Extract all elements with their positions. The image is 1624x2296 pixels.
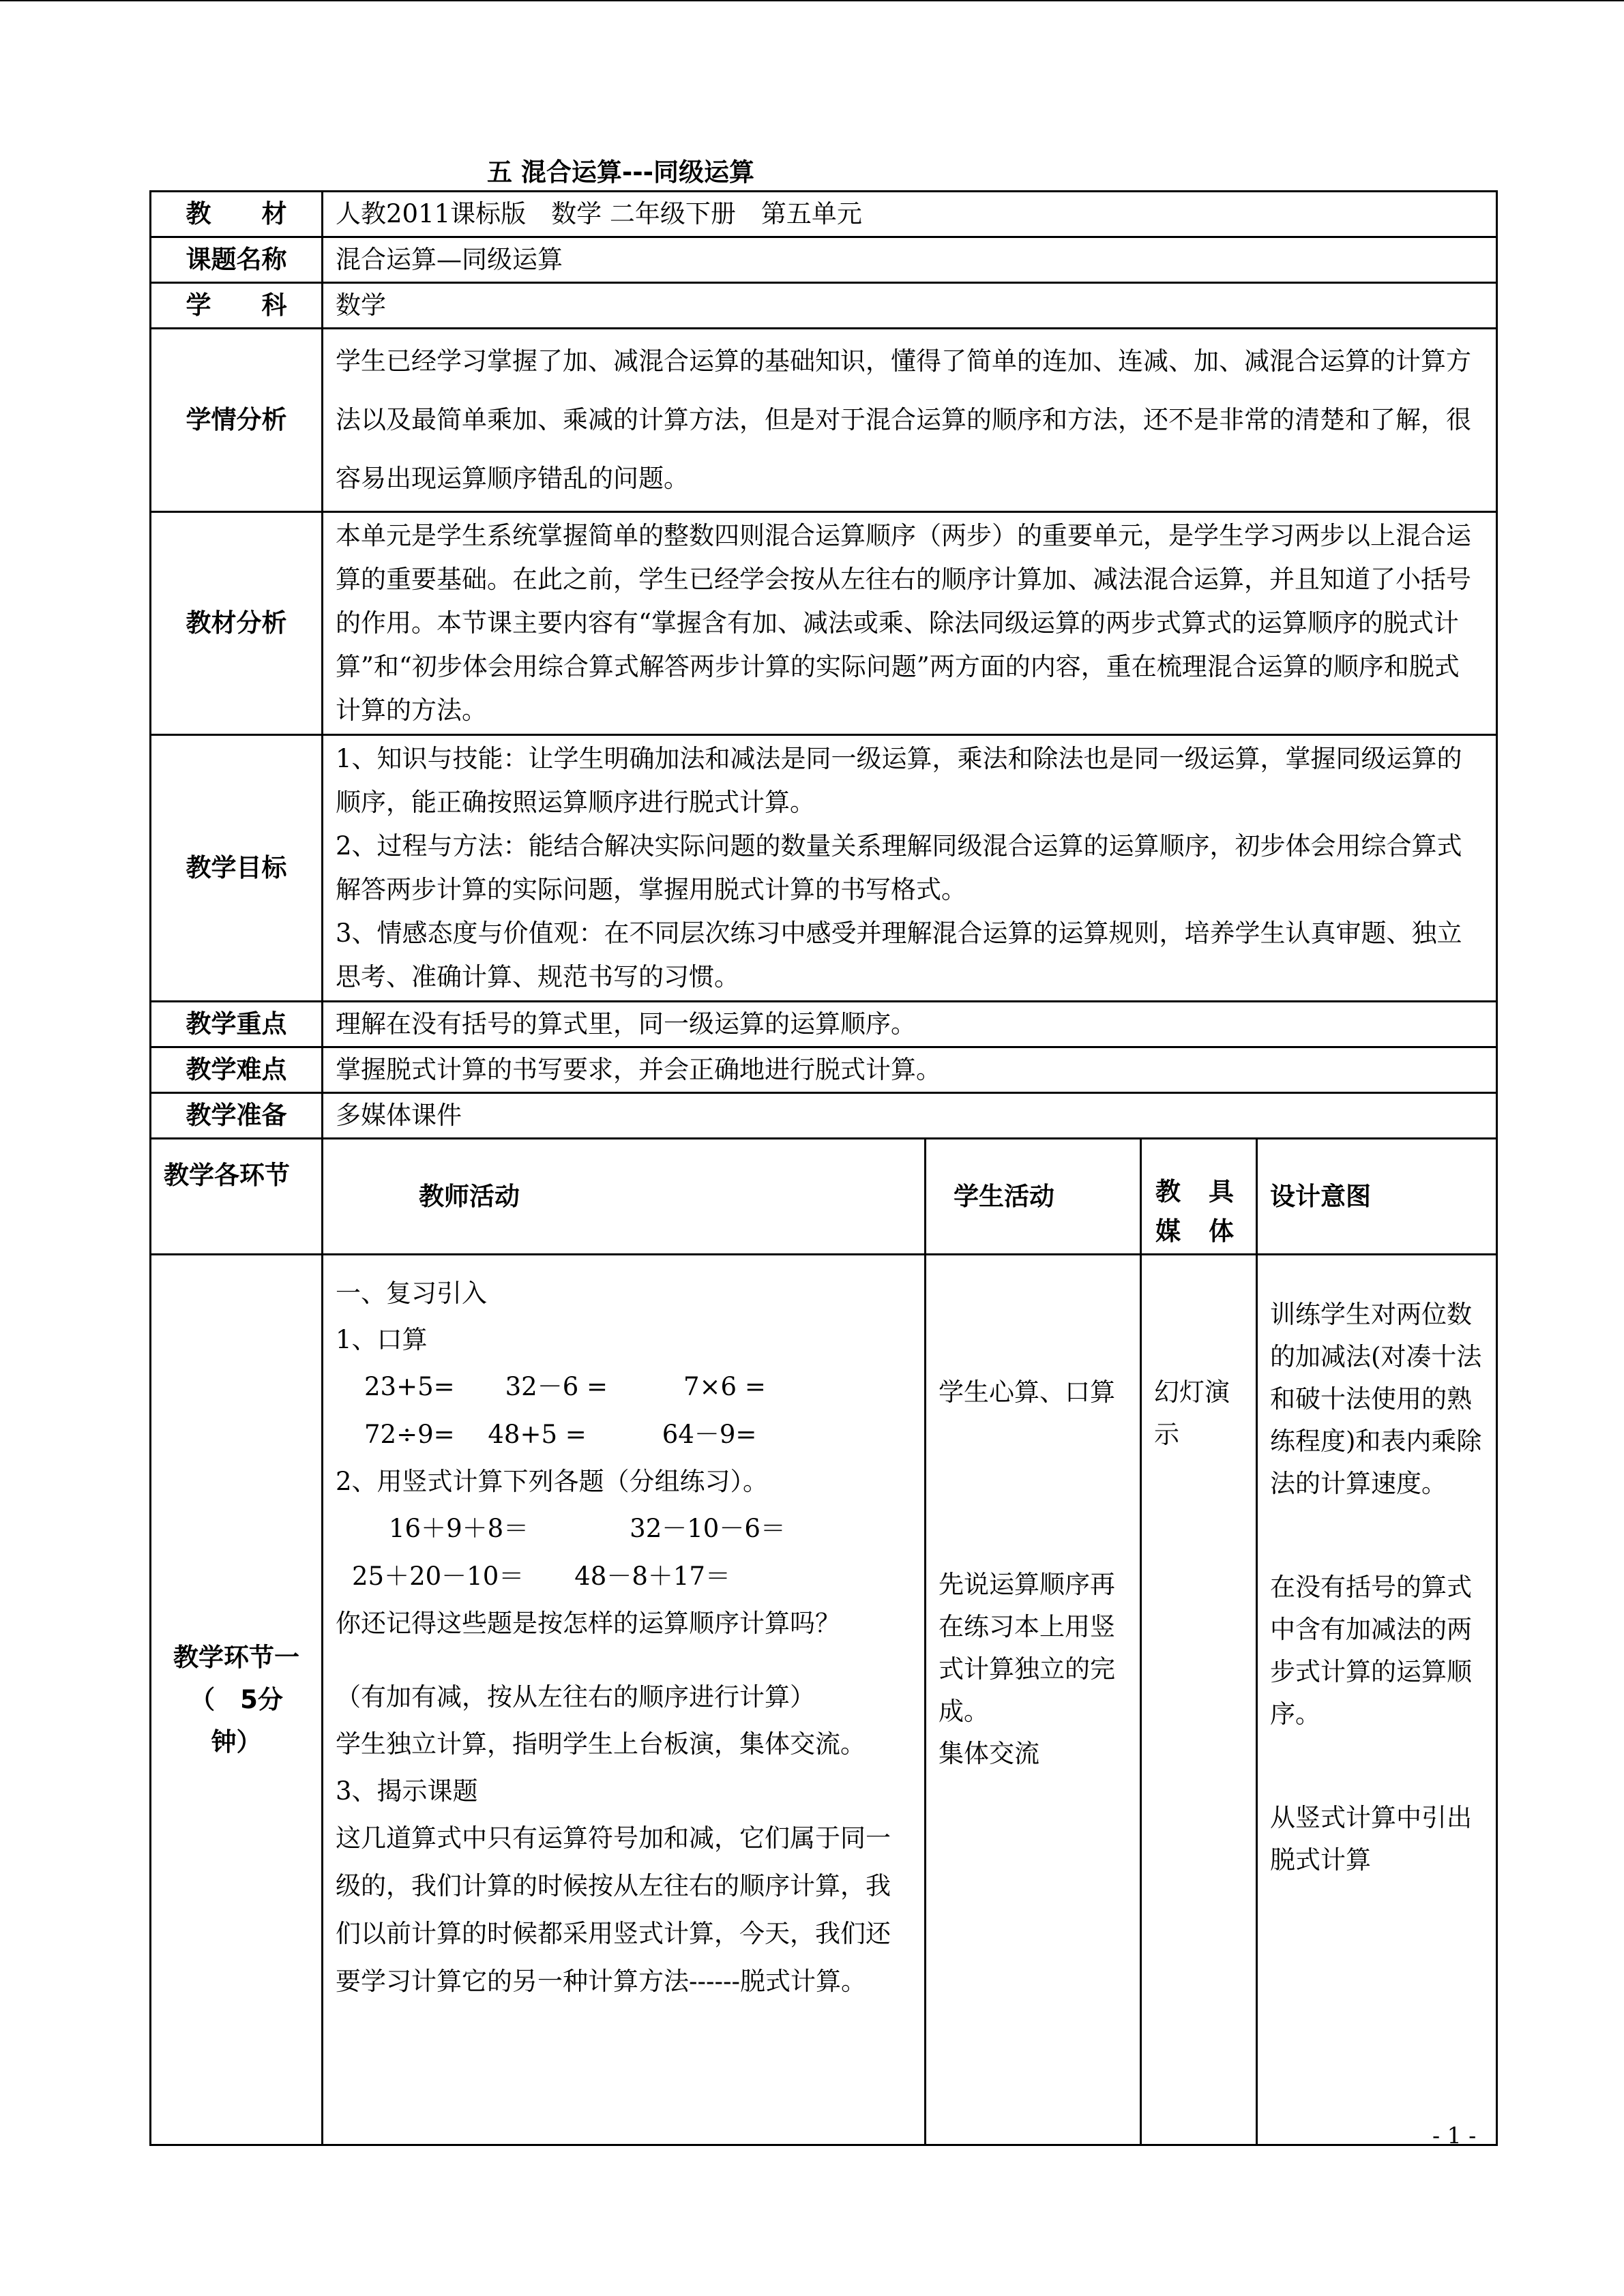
oral-title: 1、口算 — [336, 1325, 428, 1354]
row-material-analysis — [151, 512, 1497, 735]
value-preparation: 多媒体课件 — [323, 1093, 1497, 1139]
header-media: 教 具媒 体 — [1141, 1139, 1257, 1255]
label-preparation: 教学准备 — [151, 1093, 323, 1139]
value-topic: 混合运算—同级运算 — [323, 237, 1497, 283]
label-textbook: 教 材 — [151, 192, 323, 237]
header-student: 学生活动 — [926, 1139, 1141, 1255]
section1-teacher-activity — [323, 1255, 926, 2145]
teacher-heading: 一、复习引入 — [336, 1279, 487, 1308]
reveal-text: 这几道算式中只有运算符号加和减，它们属于同一级的，我们计算的时候按从左往右的顺序计算，我们以前计算的时候都采用竖式计算，今天，我们还要学习计算它的另一种计算方法------脱式计算。 — [336, 1823, 891, 1996]
row-section-1 — [151, 1255, 1497, 2145]
value-subject: 数学 — [323, 283, 1497, 329]
review-question: 你还记得这些题是按怎样的运算顺序计算吗？ — [336, 1609, 840, 1638]
design-intent-b: 在没有括号的算式中含有加减法的两步式计算的运算顺序。 — [1270, 1572, 1472, 1729]
section1-stage: 教学环节一（ 5分钟） — [151, 1255, 323, 2145]
header-design: 设计意图 — [1257, 1139, 1497, 1255]
row-topic — [151, 237, 1497, 283]
review-process: 学生独立计算，指明学生上台板演，集体交流。 — [336, 1729, 866, 1759]
oral-row-2: 72÷9= 48+5 = 64－9= — [364, 1420, 757, 1449]
value-difficulty: 掌握脱式计算的书写要求，并会正确地进行脱式计算。 — [323, 1047, 1497, 1093]
row-preparation — [151, 1093, 1497, 1139]
media-text: 幻灯演示 — [1154, 1377, 1230, 1449]
student-activity-b: 先说运算顺序再在练习本上用竖式计算独立的完成。 — [939, 1570, 1115, 1726]
vertical-row-1: 16＋9＋8＝ 32－10－6＝ — [389, 1514, 786, 1543]
objective-item: 2、过程与方法：能结合解决实际问题的数量关系理解同级混合运算的运算顺序，初步体会用综合算式解答两步计算的实际问题，掌握用脱式计算的书写格式。 — [336, 831, 1462, 904]
row-subject — [151, 283, 1497, 329]
row-objectives — [151, 735, 1497, 1002]
review-answer: （有加有减，按从左往右的顺序进行计算） — [336, 1682, 815, 1712]
label-objectives: 教学目标 — [151, 735, 323, 1002]
reveal-title: 3、揭示课题 — [336, 1776, 478, 1806]
design-intent-a: 训练学生对两位数的加减法(对凑十法和破十法使用的熟练程度)和表内乘除法的计算速度。 — [1270, 1300, 1482, 1498]
row-learner-analysis — [151, 329, 1497, 512]
row-difficulty — [151, 1047, 1497, 1093]
header-stage: 教学各环节 — [151, 1139, 323, 1255]
label-learner-analysis: 学情分析 — [151, 329, 323, 512]
label-subject: 学 科 — [151, 283, 323, 329]
oral-row-1: 23+5= 32－6 = 7×6 = — [364, 1372, 766, 1401]
value-objectives — [323, 735, 1497, 1002]
header-teacher: 教师活动 — [323, 1139, 926, 1255]
student-activity-a: 学生心算、口算 — [939, 1377, 1115, 1407]
vertical-row-2: 25＋20－10＝ 48－8＋17＝ — [352, 1562, 730, 1591]
design-intent-c: 从竖式计算中引出脱式计算 — [1270, 1803, 1472, 1875]
section1-student-activity — [926, 1255, 1141, 2145]
page-top-rule — [0, 0, 1624, 1]
document-title: 五 混合运算---同级运算 — [487, 158, 754, 187]
objective-item: 1、知识与技能：让学生明确加法和减法是同一级运算，乘法和除法也是同一级运算，掌握同级运算的顺序，能正确按照运算顺序进行脱式计算。 — [336, 744, 1462, 817]
lesson-plan-table — [149, 190, 1498, 2146]
value-material-analysis: 本单元是学生系统掌握简单的整数四则混合运算顺序（两步）的重要单元，是学生学习两步以上混合运算的重要基础。在此之前，学生已经学会按从左往右的顺序计算加、减法混合运算，并且知道了小括号的作用。本节课主要内容有“掌握含有加、减法或乘、除法同级运算的两步式算式的运算顺序的脱式计算”和“初步体会用综合算式解答两步计算的实际问题”两方面的内容，重在梳理混合运算的顺序和脱式计算的方法。 — [323, 512, 1497, 735]
objective-item: 3、情感态度与价值观：在不同层次练习中感受并理解混合运算的运算规则，培养学生认真审题、独立思考、准确计算、规范书写的习惯。 — [336, 919, 1462, 992]
value-textbook: 人教2011课标版 数学 二年级下册 第五单元 — [323, 192, 1497, 237]
label-difficulty: 教学难点 — [151, 1047, 323, 1093]
section1-media — [1141, 1255, 1257, 2145]
label-topic: 课题名称 — [151, 237, 323, 283]
student-activity-c: 集体交流 — [939, 1739, 1039, 1768]
value-learner-analysis: 学生已经学习掌握了加、减混合运算的基础知识，懂得了简单的连加、连减、加、减混合运算的计算方法以及最简单乘加、乘减的计算方法，但是对于混合运算的顺序和方法，还不是非常的清楚和了解，很容易出现运算顺序错乱的问题。 — [323, 329, 1497, 512]
row-column-headers — [151, 1139, 1497, 1255]
row-textbook — [151, 192, 1497, 237]
label-material-analysis: 教材分析 — [151, 512, 323, 735]
row-key-point — [151, 1002, 1497, 1047]
value-key-point: 理解在没有括号的算式里，同一级运算的运算顺序。 — [323, 1002, 1497, 1047]
vertical-title: 2、用竖式计算下列各题（分组练习）。 — [336, 1467, 769, 1496]
section1-design-intent — [1257, 1255, 1497, 2145]
page-number: - 1 - — [1432, 2122, 1477, 2149]
label-key-point: 教学重点 — [151, 1002, 323, 1047]
